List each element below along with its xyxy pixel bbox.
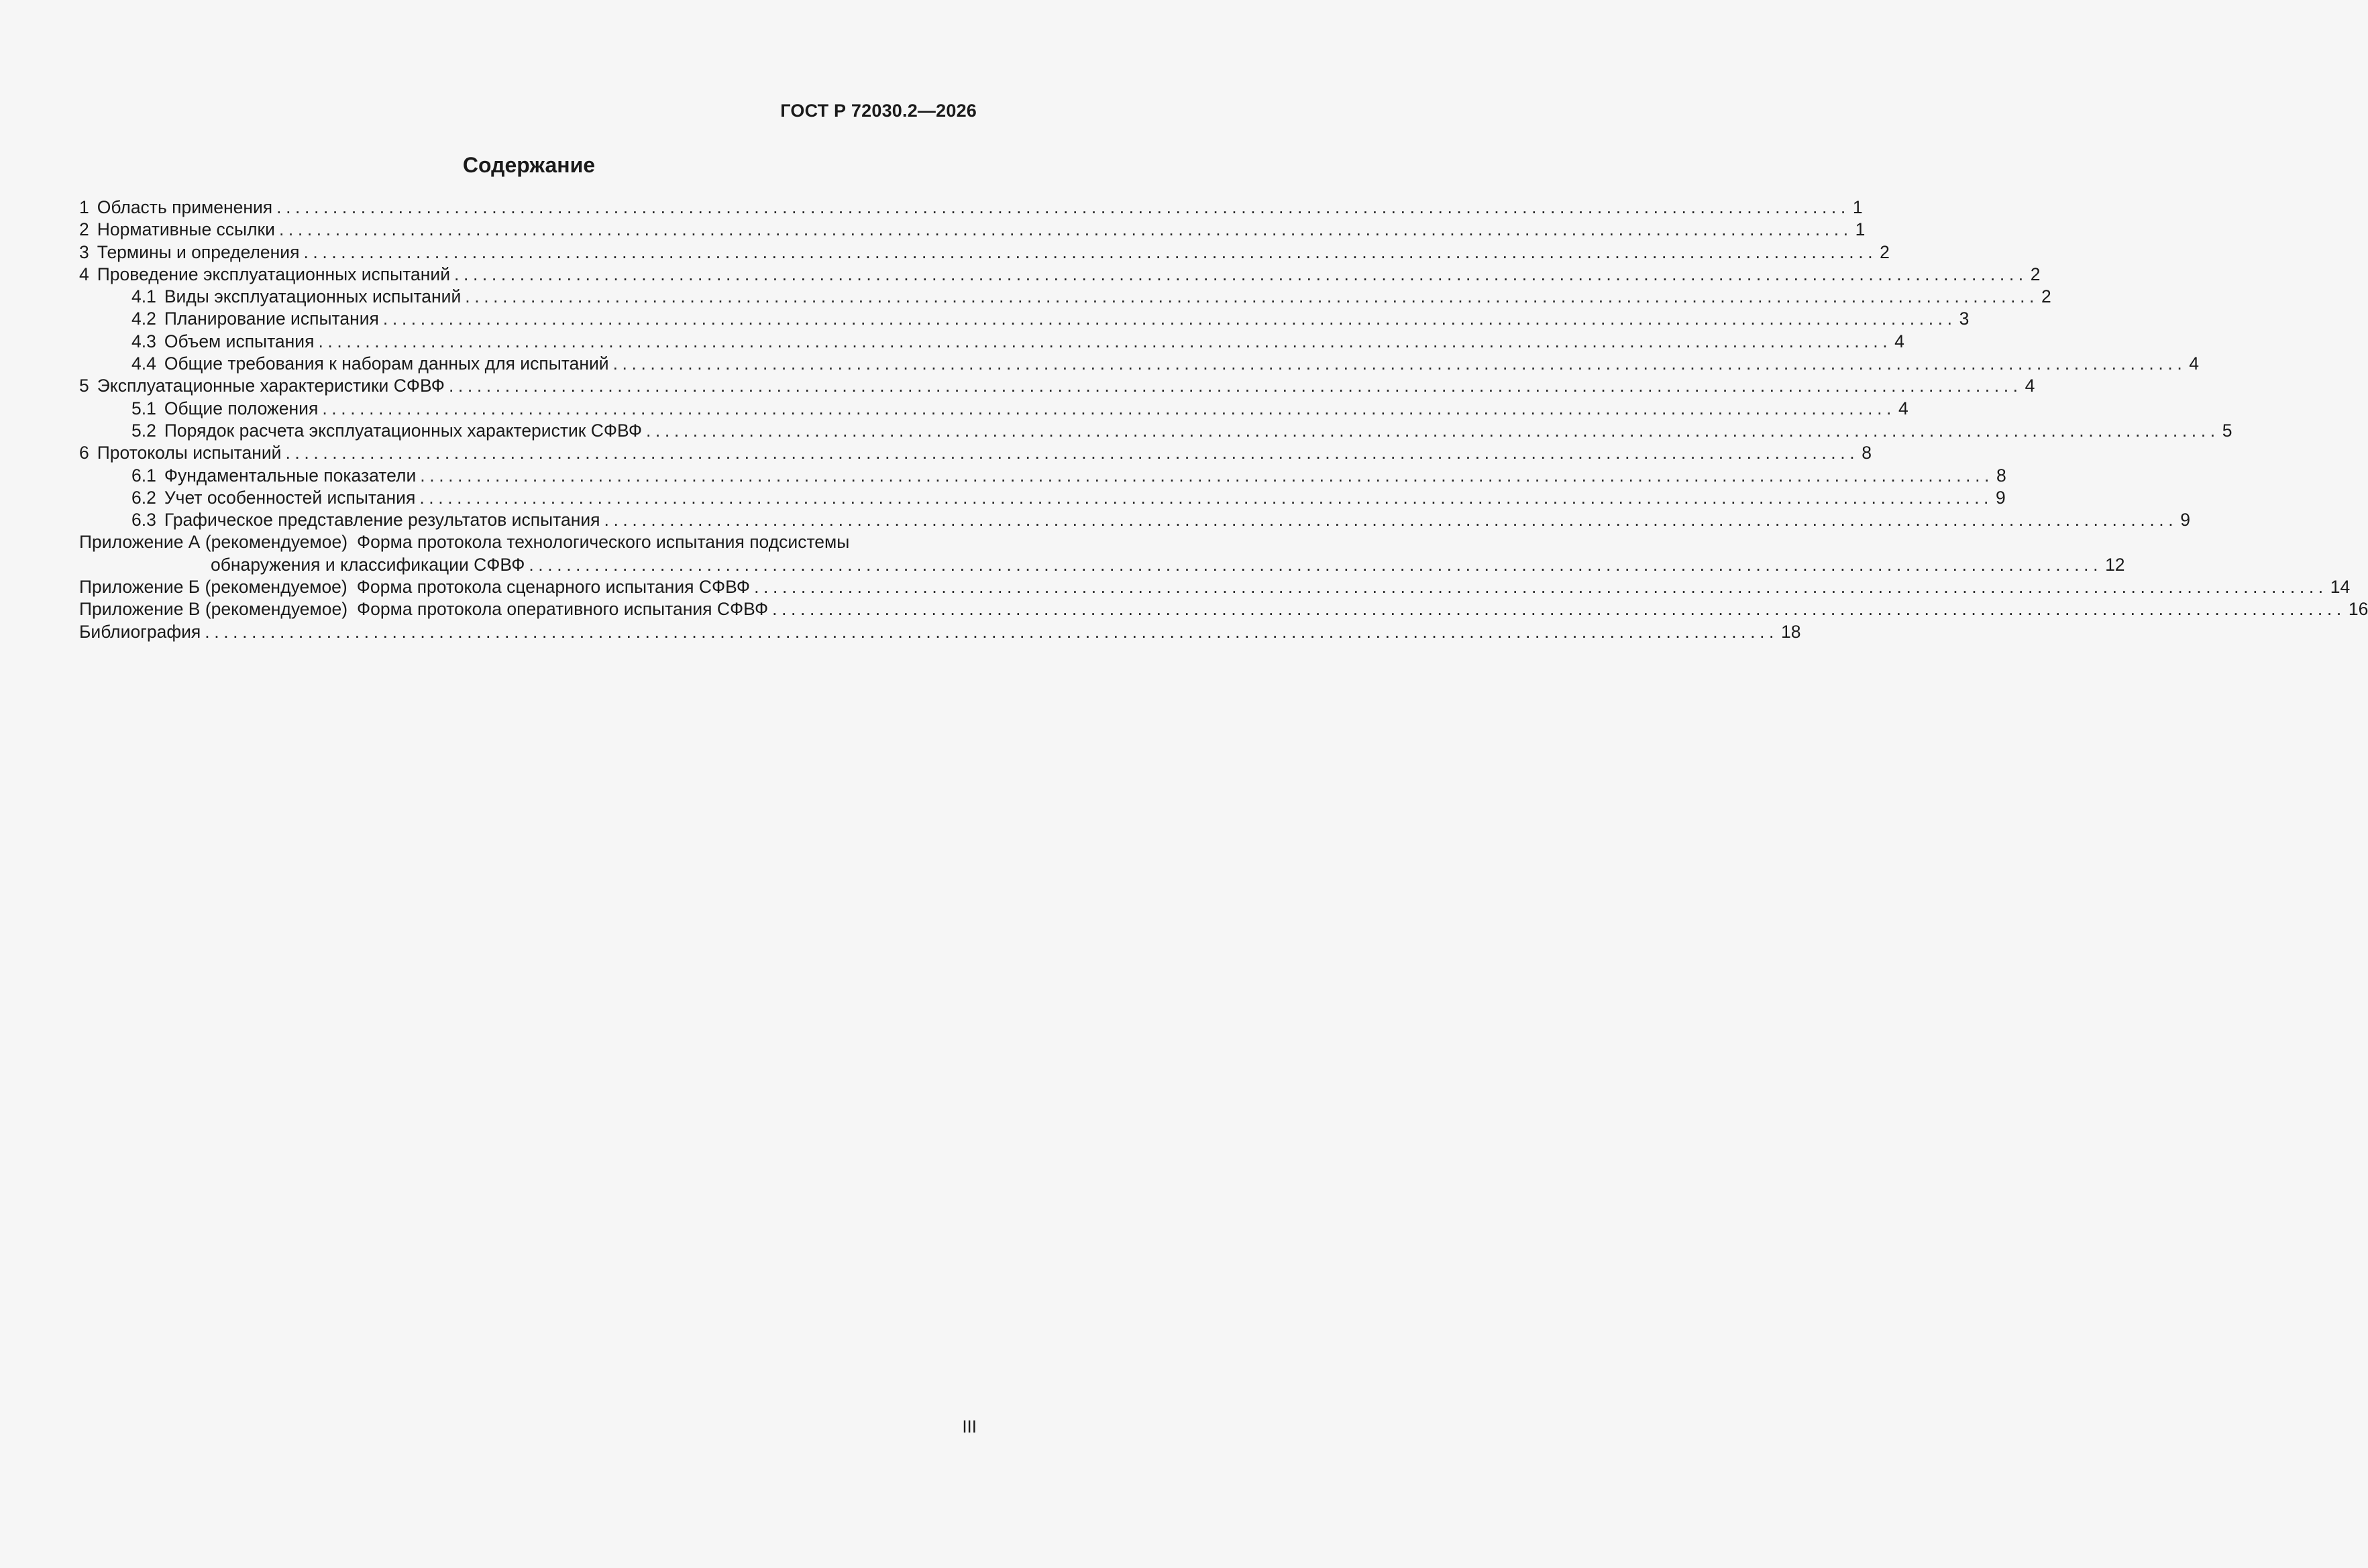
toc-entry-title: Графическое представление результатов испытания [164,510,600,530]
dot-leader: ........................................................................................................................................................................ [303,241,1878,262]
toc-entry-title: Нормативные ссылки [97,219,275,240]
toc-entry-4[interactable] [79,264,2041,286]
toc-entry-title: Термины и определения [97,241,300,262]
toc-entry-5-2[interactable] [79,420,2232,442]
toc-entry-title: Объем испытания [164,331,315,351]
dot-leader: ........................................................................................................................................................................ [420,465,1994,486]
toc-entry-number: 3 [79,241,89,262]
toc-entry-3[interactable] [79,241,1890,264]
toc-entry-page: 9 [2180,510,2190,530]
toc-entry-4-3[interactable] [79,331,1904,353]
dot-leader: ........................................................................................................................................................................ [419,487,1994,508]
toc-entry-number: 5.2 [131,420,156,441]
dot-leader: ........................................................................................................................................................................ [465,286,2039,307]
toc-entry-number: 4.4 [131,353,156,374]
appendix-label: Приложение А (рекомендуемое) [79,532,348,553]
toc-entry-title: Проведение эксплуатационных испытаний [97,264,451,284]
dot-leader: ........................................................................................................................................................................ [285,443,1860,463]
toc-entry-page: 2 [2041,286,2051,307]
toc-entry-title: Фундаментальные показатели [164,465,417,486]
dot-leader: ........................................................................................................................................................................ [448,376,2023,396]
appendix-label: Приложение Б (рекомендуемое) [79,577,347,598]
toc-entry-page: 4 [2025,376,2035,396]
toc-entry-number: 4.2 [131,309,156,329]
appendix-title: Форма протокола оперативного испытания СФВФ [357,599,769,620]
dot-leader: ........................................................................................................................................................................ [322,398,1896,418]
appendix-title-line2: обнаружения и классификации СФВФ [211,554,525,575]
toc-entry-5-1[interactable] [79,398,1908,420]
dot-leader: ........................................................................................................................................................................ [529,554,2103,575]
appendix-title-line1: Форма протокола технологического испытания подсистемы [357,532,850,553]
dot-leader: ........................................................................................................................................................................ [318,331,1892,351]
dot-leader: ........................................................................................................................................................................ [278,219,1853,240]
toc-entry-2[interactable] [79,219,1866,241]
toc-entry-number: 2 [79,219,89,240]
document-code: ГОСТ Р 72030.2—2026 [780,101,977,121]
toc-entry-number: 4 [79,264,89,284]
appendix-title: Форма протокола сценарного испытания СФВФ [356,577,751,598]
toc-entry-number: 6.1 [131,465,156,486]
toc-entry-page: 9 [1996,487,2006,508]
toc-entry-title: Общие положения [164,398,319,418]
toc-entry-page: 5 [2222,420,2232,441]
toc-entry-4-1[interactable] [79,286,2051,308]
toc-entry-page: 2 [1880,241,1890,262]
toc-entry-1[interactable] [79,197,1863,219]
toc-entry-number: 4.1 [131,286,156,307]
toc-entry-title: Протоколы испытаний [97,443,282,463]
toc-entry-page: 14 [2330,577,2351,598]
table-of-contents [79,197,2368,643]
toc-entry-4-4[interactable] [79,353,2200,375]
dot-leader: ........................................................................................................................................................................ [454,264,2028,284]
toc-entry-page: 2 [2030,264,2041,284]
toc-entry-page: 4 [1894,331,1904,351]
toc-entry-page: 12 [2105,554,2125,575]
toc-entry-number: 5.1 [131,398,156,418]
toc-entry-title: Учет особенностей испытания [164,487,416,508]
toc-entry-4-2[interactable] [79,308,1970,330]
toc-entry-title: Область применения [97,197,273,217]
toc-appendix-v[interactable] [79,598,2368,620]
dot-leader: ........................................................................................................................................................................ [276,197,1850,217]
toc-entry-page: 8 [1862,443,1872,463]
toc-appendix-b[interactable] [79,576,2351,598]
toc-entry-number: 6 [79,443,89,463]
toc-entry-page: 4 [2189,353,2200,374]
toc-entry-title: Эксплуатационные характеристики СФВФ [97,376,445,396]
toc-entry-6[interactable] [79,442,1872,464]
toc-entry-6-3[interactable] [79,509,2190,531]
toc-entry-page: 1 [1855,219,1866,240]
toc-entry-title: Общие требования к наборам данных для испытаний [164,353,609,374]
toc-entry-page: 8 [1996,465,2006,486]
toc-entry-page: 16 [2348,599,2368,620]
dot-leader: ........................................................................................................................................................................ [772,599,2346,620]
toc-entry-6-2[interactable] [79,487,2006,509]
dot-leader: ........................................................................................................................................................................ [612,353,2187,374]
toc-entry-number: 1 [79,197,89,217]
bibliography-title: Библиография [79,621,201,642]
toc-title: Содержание [462,153,596,177]
toc-entry-number: 4.3 [131,331,156,351]
toc-bibliography[interactable] [79,621,1801,643]
dot-leader: ........................................................................................................................................................................ [604,510,2178,530]
toc-entry-number: 6.2 [131,487,156,508]
toc-entry-page: 18 [1781,621,1801,642]
appendix-label: Приложение В (рекомендуемое) [79,599,348,620]
toc-entry-number: 5 [79,376,89,396]
toc-entry-page: 3 [1959,309,1970,329]
toc-entry-page: 1 [1852,197,1863,217]
dot-leader: ........................................................................................................................................................................ [382,309,1957,329]
toc-entry-title: Виды эксплуатационных испытаний [164,286,462,307]
dot-leader: ........................................................................................................................................................................ [205,621,1779,642]
toc-entry-title: Планирование испытания [164,309,379,329]
toc-entry-6-1[interactable] [79,465,2006,487]
dot-leader: ........................................................................................................................................................................ [754,577,2328,598]
toc-entry-number: 6.3 [131,510,156,530]
page-number: III [962,1416,977,1437]
dot-leader: ........................................................................................................................................................................ [645,420,2220,441]
toc-entry-5[interactable] [79,375,2035,397]
toc-entry-title: Порядок расчета эксплуатационных характеристик СФВФ [164,420,642,441]
toc-entry-page: 4 [1898,398,1908,418]
toc-appendix-a[interactable] [79,531,2125,576]
